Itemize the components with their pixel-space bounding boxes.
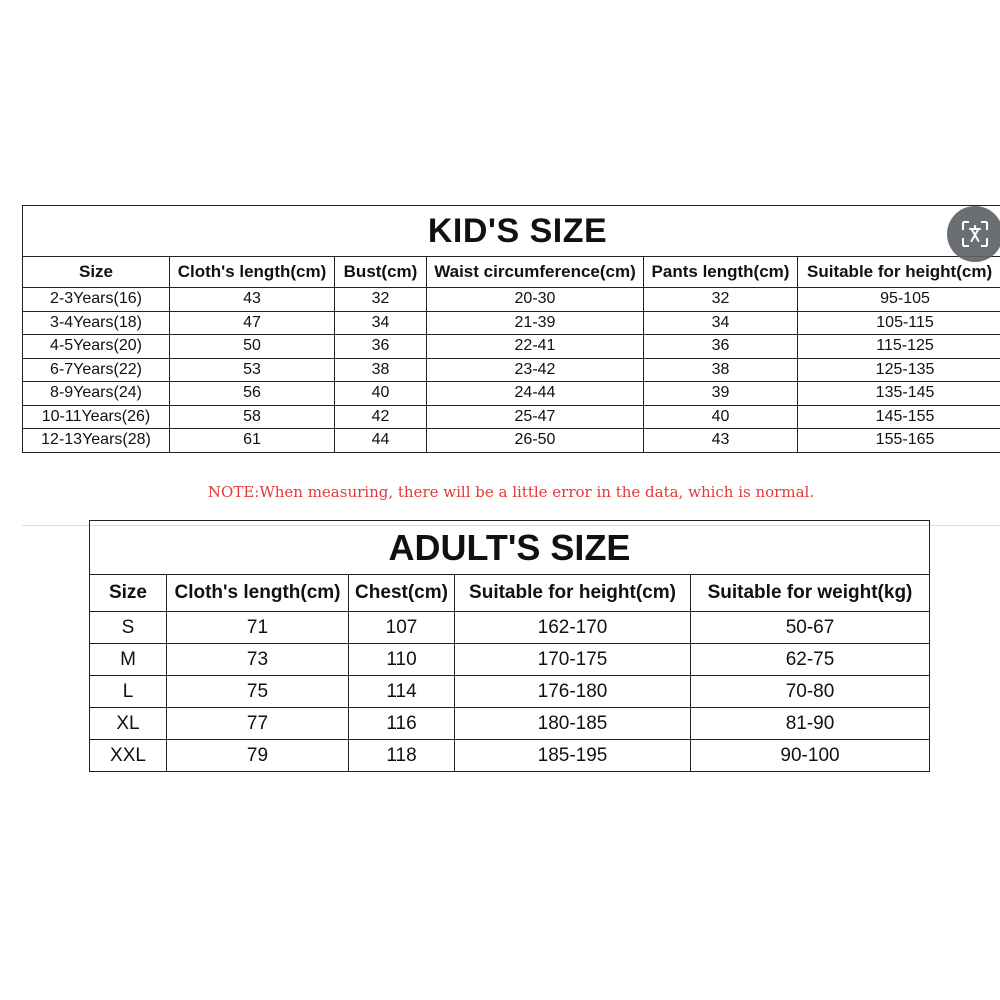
kids-table-cell: 34 [335,311,427,335]
adult-header-cell: Size [90,575,167,612]
kids-table-cell: 12-13Years(28) [23,429,170,453]
kids-table-cell: 125-135 [798,358,1000,382]
kids-table-cell: 22-41 [427,335,644,359]
translate-icon [958,217,992,251]
adult-table-cell: XXL [90,740,167,772]
adult-header-cell: Suitable for weight(kg) [691,575,930,612]
kids-table-row [23,429,1000,453]
kids-table-cell: 3-4Years(18) [23,311,170,335]
kids-table-cell: 20-30 [427,288,644,312]
kids-header-cell: Cloth's length(cm) [170,257,335,288]
kids-table-cell: 43 [170,288,335,312]
adult-table-cell: M [90,644,167,676]
kids-header-cell: Waist circumference(cm) [427,257,644,288]
adult-table-cell: XL [90,708,167,740]
kids-table-row [23,335,1000,359]
adult-table-cell: 107 [349,612,455,644]
kids-table-cell: 21-39 [427,311,644,335]
adult-table-cell: 79 [167,740,349,772]
kids-table-cell: 47 [170,311,335,335]
adult-table-cell: 81-90 [691,708,930,740]
adult-table-cell: 90-100 [691,740,930,772]
kids-table-cell: 25-47 [427,405,644,429]
kids-table-cell: 34 [644,311,798,335]
kids-header-cell: Bust(cm) [335,257,427,288]
kids-header-cell: Pants length(cm) [644,257,798,288]
kids-table-cell: 56 [170,382,335,406]
adult-table-row [90,644,930,676]
adult-table-cell: 77 [167,708,349,740]
kids-table-cell: 40 [335,382,427,406]
kids-table-cell: 135-145 [798,382,1000,406]
adult-header-cell: Suitable for height(cm) [455,575,691,612]
kids-table-cell: 32 [335,288,427,312]
adult-table-cell: 176-180 [455,676,691,708]
adult-table-cell: 110 [349,644,455,676]
kids-table-row [23,405,1000,429]
kids-table-cell: 53 [170,358,335,382]
kids-table-cell: 23-42 [427,358,644,382]
kids-table-cell: 155-165 [798,429,1000,453]
kids-table-cell: 24-44 [427,382,644,406]
adult-header-row [90,575,930,612]
adult-table-cell: 180-185 [455,708,691,740]
measurement-note: NOTE:When measuring, there will be a little error in the data, which is normal. [207,483,815,501]
kids-header-cell: Suitable for height(cm) [798,257,1000,288]
translate-button[interactable] [947,206,1000,262]
adult-table-cell: L [90,676,167,708]
adult-table-row [90,708,930,740]
adult-table-cell: 73 [167,644,349,676]
kids-table-cell: 10-11Years(26) [23,405,170,429]
kids-table-cell: 8-9Years(24) [23,382,170,406]
kids-table-row [23,358,1000,382]
kids-header-row [23,257,1000,288]
adult-table-cell: 71 [167,612,349,644]
kids-table-cell: 42 [335,405,427,429]
kids-table-cell: 95-105 [798,288,1000,312]
adult-table-cell: 185-195 [455,740,691,772]
kids-table-cell: 44 [335,429,427,453]
kids-table-cell: 36 [335,335,427,359]
adult-table-cell: 170-175 [455,644,691,676]
adult-table-cell: 70-80 [691,676,930,708]
kids-table-cell: 50 [170,335,335,359]
kids-table-cell: 6-7Years(22) [23,358,170,382]
adult-table-cell: 75 [167,676,349,708]
kids-table-cell: 105-115 [798,311,1000,335]
adult-table-cell: 116 [349,708,455,740]
kids-table-cell: 61 [170,429,335,453]
kids-table-cell: 58 [170,405,335,429]
adult-table-cell: 162-170 [455,612,691,644]
kids-table-cell: 32 [644,288,798,312]
kids-table-cell: 38 [335,358,427,382]
adult-table-cell: 118 [349,740,455,772]
kids-table-cell: 2-3Years(16) [23,288,170,312]
kids-table-cell: 115-125 [798,335,1000,359]
kids-table-cell: 36 [644,335,798,359]
note-band [22,453,1000,526]
kids-table-cell: 40 [644,405,798,429]
adult-table-cell: S [90,612,167,644]
kids-table-cell: 39 [644,382,798,406]
kids-size-table [22,205,1000,453]
kids-table-cell: 38 [644,358,798,382]
adult-header-cell: Chest(cm) [349,575,455,612]
adult-table-row [90,676,930,708]
adult-table-row [90,740,930,772]
adult-table-cell: 114 [349,676,455,708]
kids-table-cell: 26-50 [427,429,644,453]
kids-table-title: KID'S SIZE [23,206,1000,257]
adult-table-cell: 62-75 [691,644,930,676]
kids-table-row [23,382,1000,406]
adult-table-title: ADULT'S SIZE [90,521,930,575]
kids-table-row [23,311,1000,335]
adult-table-cell: 50-67 [691,612,930,644]
kids-table-cell: 43 [644,429,798,453]
adult-table-row [90,612,930,644]
kids-table-cell: 4-5Years(20) [23,335,170,359]
kids-table-cell: 145-155 [798,405,1000,429]
adult-size-table [89,520,930,772]
kids-table-row [23,288,1000,312]
adult-header-cell: Cloth's length(cm) [167,575,349,612]
kids-header-cell: Size [23,257,170,288]
